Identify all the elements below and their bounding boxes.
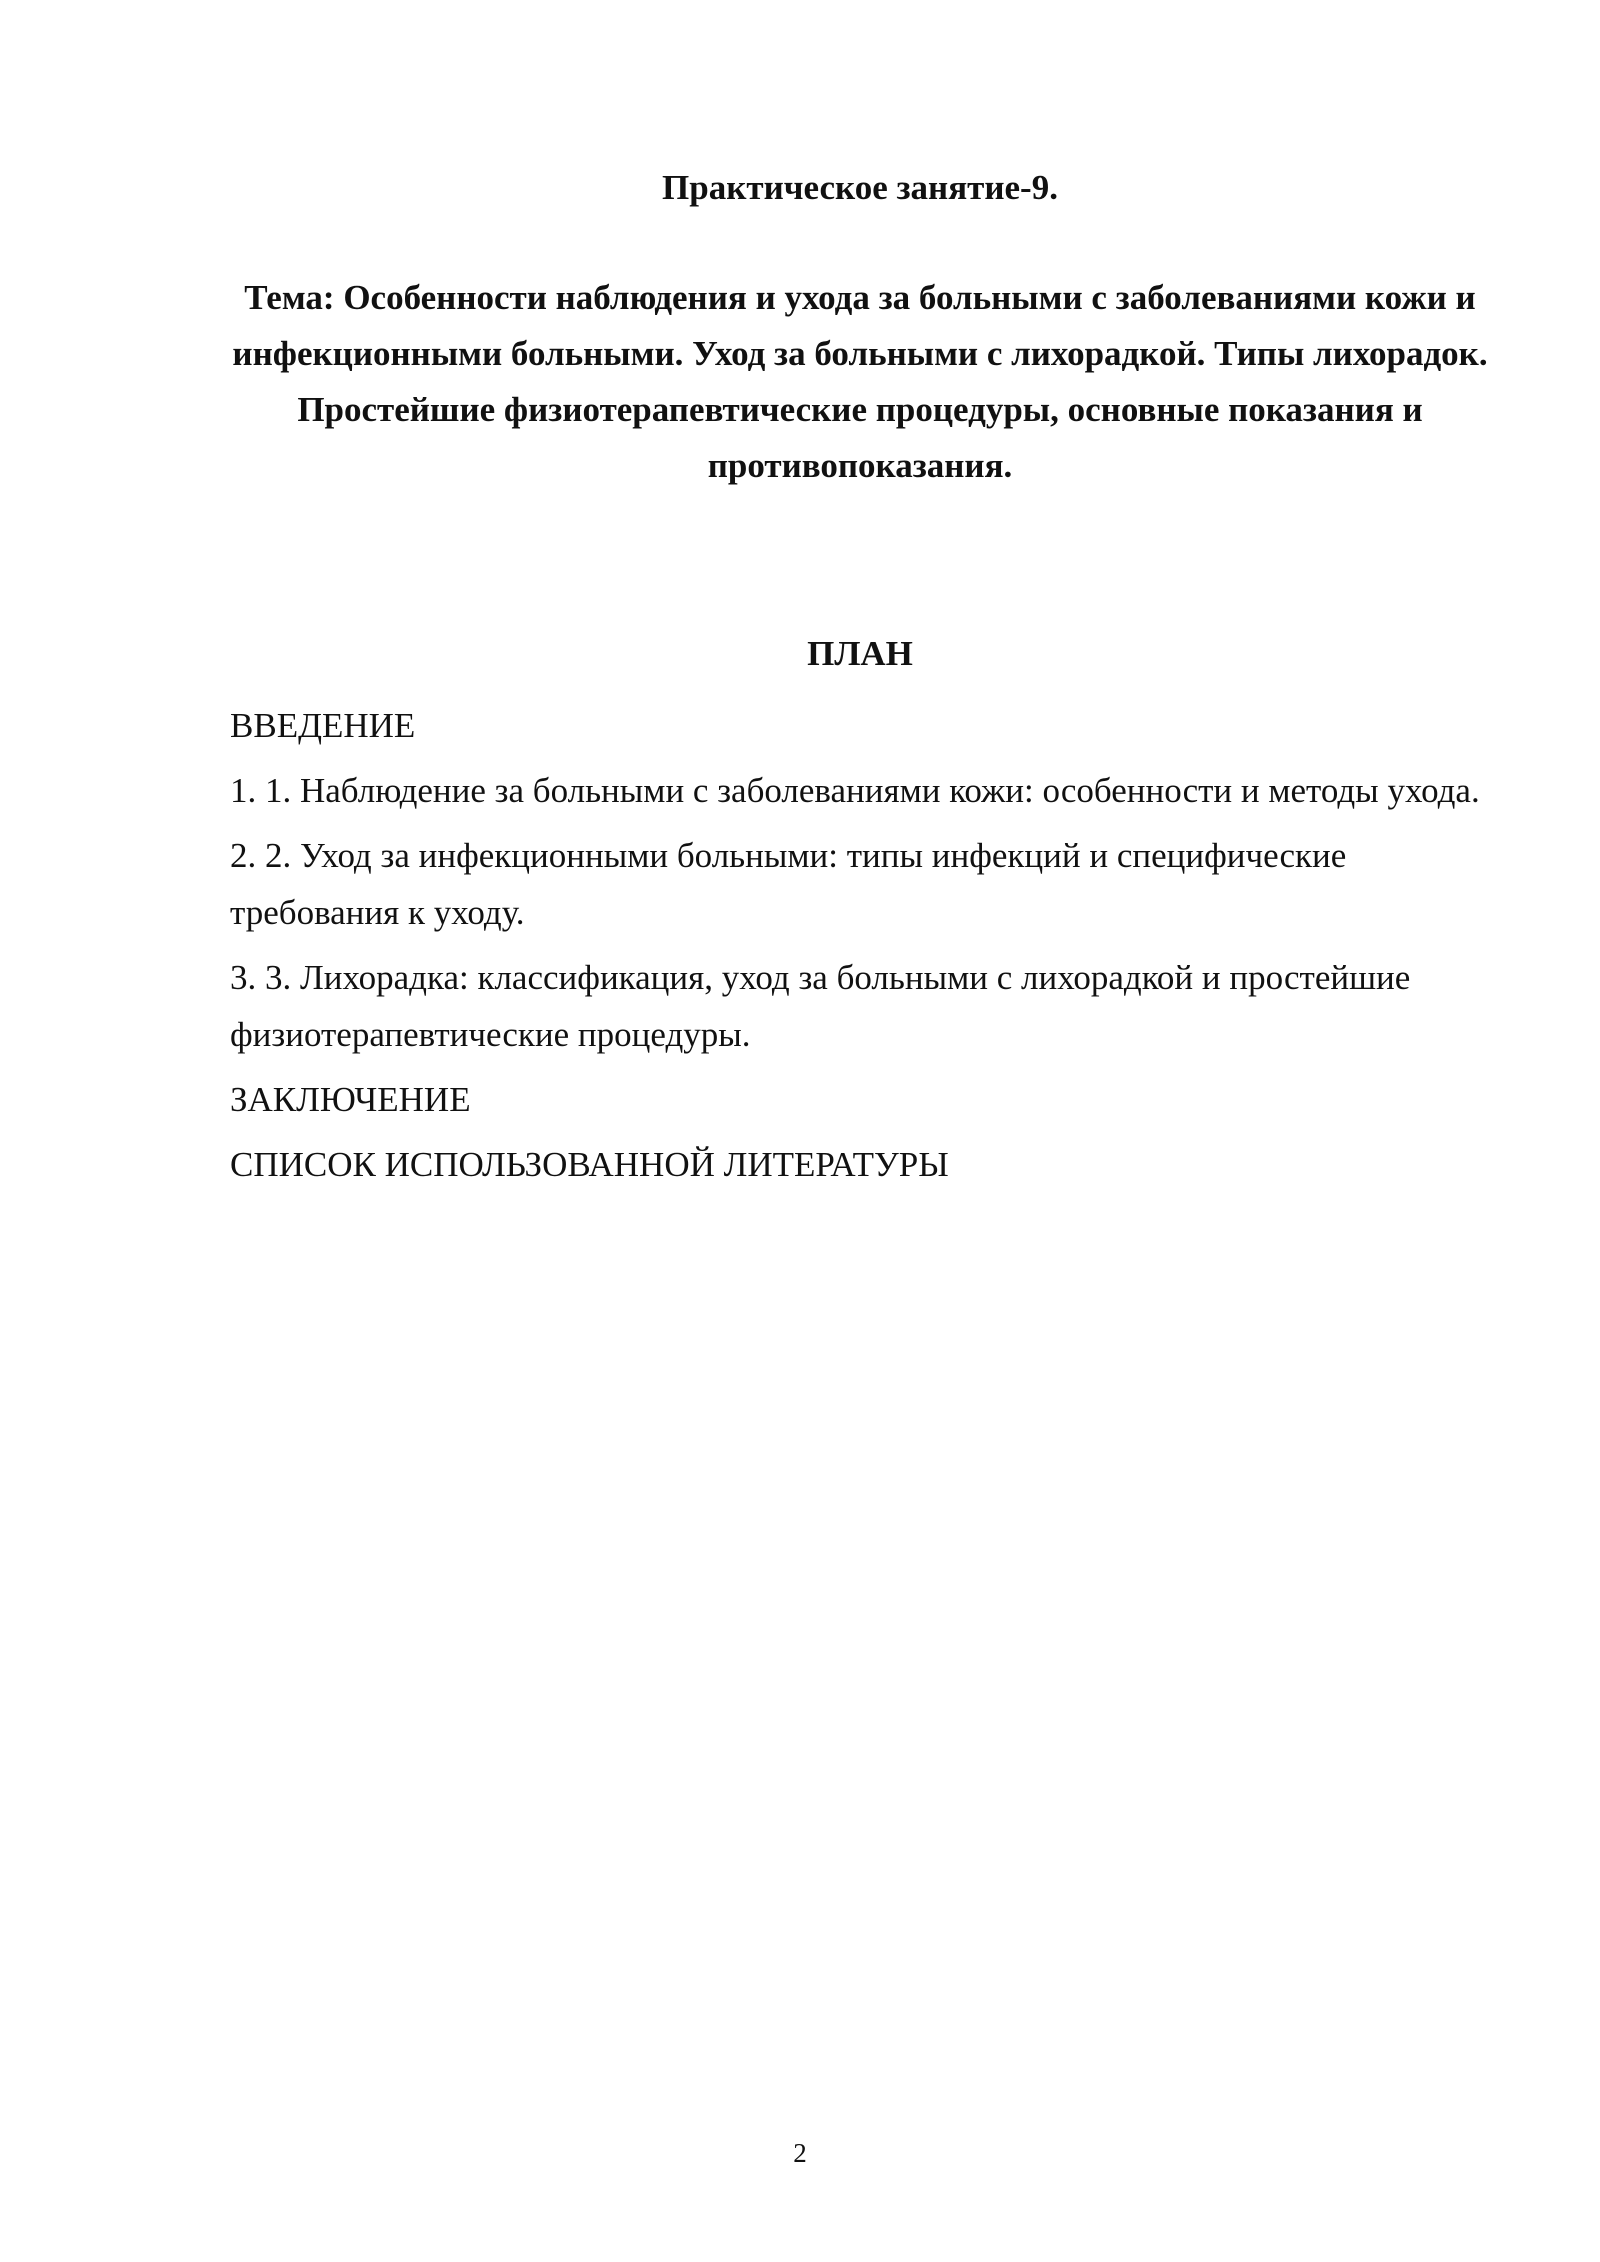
plan-item-skin-diseases-care: 1. 1. Наблюдение за больными с заболеваниями кожи: особенности и методы ухода. xyxy=(230,771,1480,810)
practical-lesson-title: Практическое занятие-9. xyxy=(662,168,1058,207)
plan-item-infectious-patients-care: 2. 2. Уход за инфекционными больными: типы инфекций и специфические требования к уходу. xyxy=(230,836,1347,932)
plan-item-fever-care: 3. 3. Лихорадка: классификация, уход за больными с лихорадкой и простейшие физиотерапевтические процедуры. xyxy=(230,958,1411,1054)
plan-list xyxy=(230,697,1500,1201)
plan-item-conclusion: ЗАКЛЮЧЕНИЕ xyxy=(230,1080,471,1119)
plan-heading: ПЛАН xyxy=(807,634,913,673)
lesson-topic: Тема: Особенности наблюдения и ухода за больными с заболеваниями кожи и инфекционными больными. Уход за больными с лихорадкой. Типы лихорадок. Простейшие физиотерапевтические процедуры, основные показания и противопоказания. xyxy=(232,278,1488,485)
page-number: 2 xyxy=(793,2138,807,2168)
plan-item-introduction: ВВЕДЕНИЕ xyxy=(230,706,416,745)
plan-item-references: СПИСОК ИСПОЛЬЗОВАННОЙ ЛИТЕРАТУРЫ xyxy=(230,1145,949,1184)
